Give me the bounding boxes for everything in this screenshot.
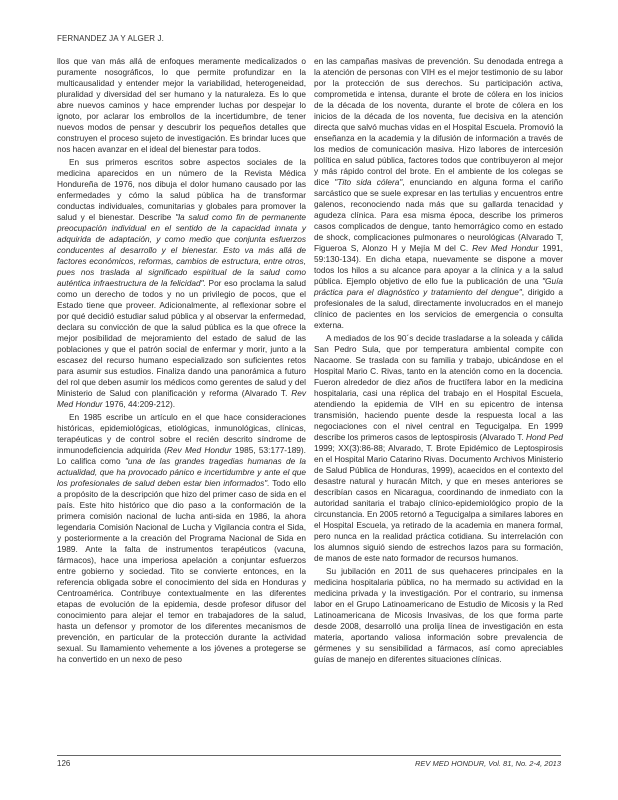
running-header: FERNANDEZ JA Y ALGER J. [57,34,164,43]
paragraph-text: , enunciando en alguna forma el cariño sarcástico que se suele expresar en las tertulias y encuentros entre galenos, reconociendo nada más que su gallarda tenacidad y agudeza clínica. Para esa misma época, describe los primeros casos complicados de dengue, tanto hemorrágico como en estado de shock, complicaciones pulmonares o neurológicas (Alvarado T, Figueroa S, Alonzo H y Mejía M del C. [314,177,564,253]
paragraph-text: llos que van más allá de enfoques meramente medicalizados o puramente nosográficos, lo que permite profundizar en la multicausalidad y entender mejor la variabilidad, heterogeneidad, pluralidad y diversidad del ser humano y la naturaleza. Es lo que abre nuevos caminos y hace emprender luchas por despejar lo ignoto, por aclarar los embrollos de la incertidumbre, de tener nuevos modos de pensar y descubrir los pequeños detalles que construyen el proceso sujeto de investigación. Es brindar luces que nos hacen avanzar en el ideal del bienestar para todos. [57,56,306,154]
paragraph-text: 1976, 44:209-212). [102,399,176,409]
paragraph-text: 1985, 53:177-189). Lo califica como [57,445,306,466]
journal-name: Hond Ped [526,432,563,442]
paragraph [314,566,563,665]
journal-name: Rev Med Hondur [57,388,306,409]
paragraph-text: en las campañas masivas de prevención. Su denodada entrega a la atención de personas con VIH es el mejor testimonio de su labor por la protección de sus derechos. Su participación activa, comprometida e intensa, durante el brote de cólera en los inicios de la década de los noventa, durante el brote de cólera en los inicios de la década de los noventa, fue decisiva en la atención directa que salvó muchas vidas en el Hospital Escuela. Promovió la enseñanza en la academia y la difusión de información a través de los medios de comunicación masiva. Hizo labores de intercesión política en salud pública, factores todos que contribuyeron al mejor y más rápido control del brote. En el ambiente de los colegas se dice [314,56,563,187]
page-number: 126 [57,759,71,768]
quotation: "una de las grandes tragedias humanas de la actualidad, que ha provocado pánico e incertidumbre y ante el que los profesionales de salud deben estar bien informados". [57,456,306,488]
journal-name: Rev Med Hondur [472,243,539,253]
quotation: "Tito sida cólera" [334,177,403,187]
journal-citation: REV MED HONDUR, Vol. 81, No. 2-4, 2013 [414,759,561,768]
paragraph-text: A mediados de los 90´s decide trasladarse a la soleada y cálida San Pedro Sula, que por temperatura ambiental compite con Nacaome. Se traslada con su familia y trabajo, ubicándose en el Hospital Mario C. Rivas, tanto en la atención como en la docencia. Fueron alrededor de diez años de fructífera labor en la medicina hospitalaria, casi una réplica del trabajo en el Hospital Escuela, atendiendo la epidemia de VIH en su epicentro de intensa transmisión, haciendo puente desde la respuesta local a las negociaciones con el nivel central en Tegucigalpa. En 1999 describe los primeros casos de leptospirosis (Alvarado T. [314,333,563,442]
left-column [57,56,306,667]
paragraph-text: Su jubilación en 2011 de sus quehaceres principales en la medicina hospitalaria pública, no ha mermado su actividad en la medicina privada y la investigación. Por el contrario, su inmensa labor en el Grupo Latinoamericano de Estudio de Micosis y la Red Latinoamericana de Micosis Invasivas, de los que forma parte desde 2008, desarrolló una prolija línea de investigación en esta materia, aportando valiosa información sobre prevalencia de gérmenes y su sensibilidad a fármacos, así como apreciables guías de manejo en diferentes situaciones clínicas. [314,566,563,664]
paragraph [57,56,306,155]
paragraph-text: , dirigido a profesionales de la salud, directamente involucrados en el manejo clínico de pacientes en los servicios de emergencia o consulta externa. [314,287,563,330]
paragraph [314,333,563,564]
right-column [314,56,563,667]
paragraph [57,157,306,410]
paragraph-text: 1991, 59:130-134). En dicha etapa, nuevamente se dispone a mover todos los hilos a su alcance para apoyar a la clínica y a la salud pública. Ejemplo objetivo de ello fue la publicación de una [314,243,563,286]
paragraph-text: Todo ello a propósito de la descripción que hizo del primer caso de sida en el país. Este hito histórico que dio paso a la conformación de la primera comisión nacional de lucha anti-sida en 1986, la ahora legendaria Comisión Nacional de Lucha y Vigilancia contra el Sida, y posteriormente a la creación del Programa Nacional de Sida en 1989. Ante la falta de instrumentos terapéuticos (vacuna, fármacos), hace una imperiosa apelación a conjuntar esfuerzos entre gobierno y sociedad. Tito se convierte entonces, en la referencia obligada sobre el conocimiento del sida en Honduras y Centroamérica. Contribuye contextualmente en las diferentes etapas de evolución de la epidemia, desde profesor difusor del conocimiento para alejar el temor en trabajadores de la salud, hasta un defensor y promotor de los diferentes mecanismos de prevención, en particular de la protección durante la actividad sexual. Su llamamiento vehemente a los jóvenes a protegerse se ha convertido en un nexo de peso [57,478,307,664]
paragraph-text: En 1985 escribe un artículo en el que hace consideraciones históricas, epidemiológicas, etiológicas, inmunológicas, clínicas, terapéuticas y de control sobre el recién descrito síndrome de inmunodeficiencia adquirida ( [57,412,306,455]
journal-name: Rev Med Hondur [166,445,232,455]
quotation: "Guía práctica para el diagnóstico y tratamiento del dengue" [314,276,563,297]
paragraph-text: 1999; XX(3):86-88; Alvarado, T. Brote Epidémico de Leptospirosis en el Hospital Mario Catarino Rivas. Documento Archivos Ministerio de Salud Pública de Honduras, 1999), acaecidos en el contexto del desastre natural y huracán Mitch, y que en meses anteriores se describían casos en Nicaragua, coordinando de inmediato con la autoridad sanitaria el trabajo clínico-epidemiológico propio de la circunstancia. En 2005 retornó a Tegucigalpa a similares labores en el Hospital Escuela, ya retirado de la academia en manera formal, pero nunca en la realidad práctica cotidiana. Su interrelación con los alumnos siguió siendo de estrechos lazos para su formación, de manos de este nato formador de recursos humanos. [314,443,563,563]
paragraph-text: Por eso proclama la salud como un derecho de todos y no un privilegio de pocos, que el Estado tiene que proveer. Adicionalmente, al reflexionar sobre el por qué decidió estudiar salud pública y al observar la enfermedad, declara su convicción de que la salud pública es la que ofrece la mejor posibilidad de mejoramiento del estado de salud de las poblaciones y que el patrón social de enfermar y morir, junto a la escasez del recurso humano especializado son suficientes retos para asumir sus estudios. Finaliza dando una panorámica a futuro del rol que deben asumir los médicos como gerentes de salud y del Ministerio de Salud con planificación y reforma (Alvarado T. [57,278,306,398]
footer-divider [57,755,561,756]
paragraph [57,412,306,665]
quotation: "la salud como fin de permanente preocupación individual en el sentido de la capacidad innata y adquirida de adaptación, y como medio que conjunta esfuerzos conducentes al desarrollo y el bienestar. Esto va más allá de factores económicos, reformas, cambios de estructura, entre otros, pues nos traslada al significado espiritual de la salud como auténtica infraestructura de la felicidad". [57,212,307,288]
paragraph-text: En sus primeros escritos sobre aspectos sociales de la medicina aparecidos en un número de la Revista Médica Hondureña de 1976, nos dibuja el dolor humano causado por las enfermedades y cómo la salud pública ha de transformar conductas individuales, comunitarias y globales para promover la salud y el bienestar. Describe [57,157,306,222]
paragraph [314,56,563,331]
